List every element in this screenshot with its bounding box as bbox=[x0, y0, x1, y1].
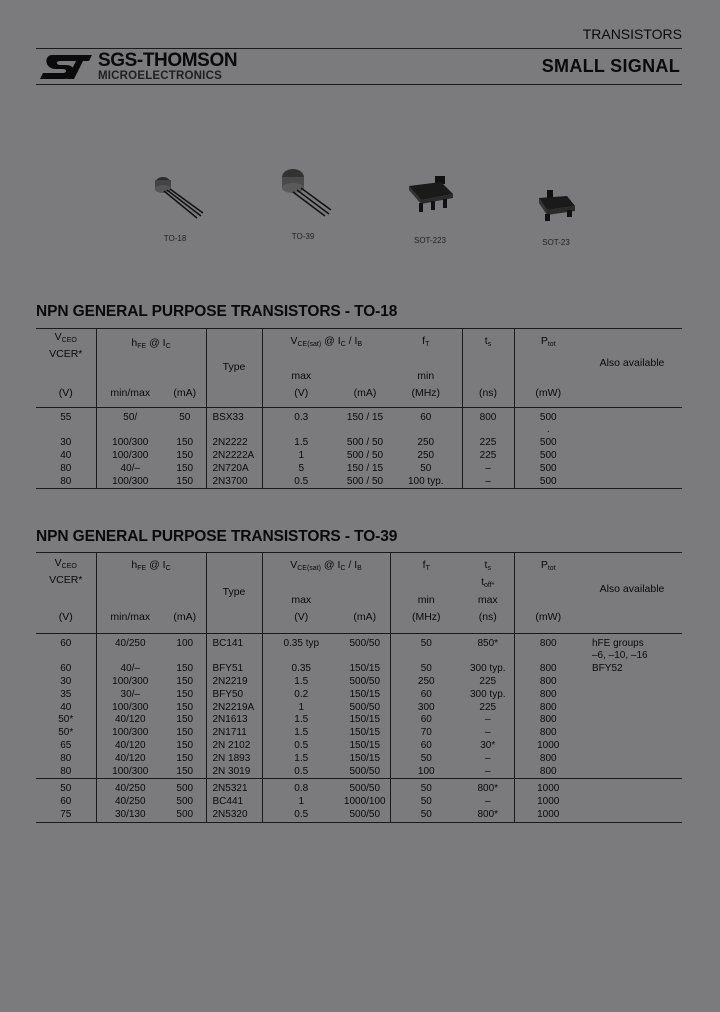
cell-also-available bbox=[582, 689, 682, 702]
table-row bbox=[36, 809, 682, 822]
cell-vceo: 80 bbox=[60, 752, 72, 764]
cell-ts: 300 typ. bbox=[469, 663, 506, 675]
cell-ft: 60 bbox=[420, 411, 432, 423]
cell-ft: 70 bbox=[390, 727, 462, 740]
cell-also-available bbox=[582, 407, 682, 424]
cell-hfe: 100/300 bbox=[96, 766, 164, 779]
cell-ts: – bbox=[484, 796, 491, 808]
unit-v2: (V) bbox=[294, 610, 309, 623]
cell-ic-ib: 500 / 50 bbox=[346, 449, 384, 461]
cell-vcesat: 0.3 bbox=[294, 411, 309, 423]
cell-vceo: 50* bbox=[58, 714, 74, 726]
cell-ft bbox=[390, 424, 462, 437]
cell-ic-ib: 150/15 bbox=[349, 688, 381, 700]
cell-ptot: 500 bbox=[514, 450, 582, 463]
unit-ma: (mA) bbox=[173, 386, 197, 399]
header-ts-toff: $t_s$ $t_{off*}$ bbox=[481, 559, 495, 589]
cell-ft: 60 bbox=[390, 714, 462, 727]
table-row bbox=[36, 753, 682, 766]
header-type: Type bbox=[206, 553, 262, 634]
cell-vceo bbox=[36, 424, 96, 437]
cell-also-available bbox=[582, 450, 682, 463]
table-row bbox=[36, 766, 682, 779]
cell-ptot: 800 bbox=[514, 727, 582, 740]
cell-vcesat: 0.5 bbox=[294, 739, 309, 751]
table-row bbox=[36, 407, 682, 424]
cell-vcesat: 0.35 bbox=[291, 663, 311, 675]
header-vcesat-max: max bbox=[291, 369, 312, 382]
cell-hfe: 40/250 bbox=[96, 779, 164, 796]
cell-also-available bbox=[582, 702, 682, 715]
cell-vceo: 60 bbox=[60, 796, 72, 808]
table-row bbox=[36, 437, 682, 450]
cell-also-available bbox=[582, 727, 682, 740]
table-row bbox=[36, 740, 682, 753]
cell-ic: 150 bbox=[176, 752, 194, 764]
cell-ic: 150 bbox=[176, 701, 194, 713]
header-also-available: Also available bbox=[599, 583, 665, 596]
cell-vcesat: 0.35 typ bbox=[283, 637, 320, 649]
also-available-line: hFE groups bbox=[592, 637, 644, 649]
cell-vceo: 50 bbox=[60, 783, 72, 795]
unit-mw: (mW) bbox=[514, 383, 582, 408]
table-row bbox=[36, 463, 682, 476]
cell-vceo: 30 bbox=[60, 437, 72, 449]
brand-subtitle: MICROELECTRONICS bbox=[98, 70, 222, 82]
cell-ts: – bbox=[484, 727, 491, 739]
cell-ts: 800* bbox=[477, 808, 499, 820]
cell-also-available bbox=[582, 740, 682, 753]
also-available-line: –6, –10, –16 bbox=[592, 650, 648, 662]
package-sot223 bbox=[398, 172, 462, 245]
table-row bbox=[36, 689, 682, 702]
cell-hfe: 100/300 bbox=[96, 702, 164, 715]
cell-type: 2N2222A bbox=[206, 450, 262, 463]
cell-vcesat: 1.5 bbox=[294, 437, 309, 449]
cell-vceo: 65 bbox=[60, 739, 72, 751]
cell-ic: 150 bbox=[176, 663, 194, 675]
cell-ic: 150 bbox=[176, 765, 194, 777]
cell-vceo: 55 bbox=[60, 411, 72, 423]
cell-ic-ib: 500 / 50 bbox=[346, 475, 384, 487]
cell-vceo: 60 bbox=[60, 637, 72, 649]
table-row bbox=[36, 702, 682, 715]
cell-vceo: 80 bbox=[60, 765, 72, 777]
cell-ft: 50 bbox=[390, 779, 462, 796]
table-row bbox=[36, 676, 682, 689]
cell-hfe bbox=[96, 424, 164, 437]
header-vcesat: $V_{CE(sat)}$ @ $I_C / I_B$ bbox=[290, 559, 362, 572]
cell-also-available: BFY52 bbox=[592, 663, 623, 675]
cell-vceo: 50* bbox=[58, 727, 74, 739]
cell-ic: 150 bbox=[176, 739, 194, 751]
cell-type: 2N5321 bbox=[206, 779, 262, 796]
cell-hfe: 30/– bbox=[96, 689, 164, 702]
unit-v2: (V) bbox=[294, 386, 309, 399]
cell-type: 2N2219 bbox=[206, 676, 262, 689]
cell-hfe: 40/– bbox=[96, 463, 164, 476]
cell-hfe: 100/300 bbox=[96, 676, 164, 689]
cell-vceo: 60 bbox=[60, 663, 72, 675]
cell-ptot: 800 bbox=[514, 753, 582, 766]
unit-mhz: (MHz) bbox=[411, 386, 441, 399]
cell-ptot: 800 bbox=[514, 702, 582, 715]
unit-minmax: min/max bbox=[96, 383, 164, 408]
cell-ic: 50 bbox=[179, 411, 191, 423]
package-label: TO-39 bbox=[291, 232, 315, 241]
cell-ic-ib: 500/50 bbox=[349, 783, 381, 795]
cell-ic: 150 bbox=[176, 727, 194, 739]
package-to18 bbox=[140, 166, 210, 243]
cell-ptot: . bbox=[514, 424, 582, 437]
table-row bbox=[36, 779, 682, 796]
cell-ft: 50 bbox=[390, 753, 462, 766]
cell-vceo: 40 bbox=[60, 701, 72, 713]
cell-type bbox=[206, 424, 262, 437]
header-ft: $f_T$ bbox=[390, 553, 462, 593]
cell-ic-ib: 500/50 bbox=[349, 675, 381, 687]
table-row bbox=[36, 663, 682, 676]
cell-ft: 250 bbox=[417, 449, 435, 461]
cell-type: 2N 1893 bbox=[206, 753, 262, 766]
header-ft-min: min bbox=[417, 369, 435, 382]
package-sot23 bbox=[528, 188, 584, 247]
cell-ft: 100 typ. bbox=[407, 475, 444, 487]
cell-hfe: 100/300 bbox=[96, 450, 164, 463]
cell-vceo: 40 bbox=[60, 449, 72, 461]
cell-type: BSX33 bbox=[206, 407, 262, 424]
cell-also-available bbox=[582, 463, 682, 476]
cell-also-available bbox=[582, 779, 682, 796]
cell-also-available bbox=[582, 714, 682, 727]
cell-ts: – bbox=[462, 463, 514, 476]
to18-table bbox=[36, 328, 682, 489]
cell-type: BC441 bbox=[206, 796, 262, 809]
header-vcesat: $V_{CE(sat)}$ @ $I_C / I_B$ bbox=[290, 335, 363, 348]
cell-ic: 150 bbox=[176, 437, 194, 449]
cell-hfe: 100/300 bbox=[96, 476, 164, 489]
cell-ptot: 800 bbox=[514, 663, 582, 676]
package-label: SOT-223 bbox=[413, 236, 446, 245]
cell-vcesat bbox=[262, 424, 340, 437]
cell-ptot: 800 bbox=[514, 714, 582, 727]
section-title-to18: NPN GENERAL PURPOSE TRANSISTORS - TO-18 bbox=[36, 303, 398, 320]
cell-hfe: 40/120 bbox=[96, 740, 164, 753]
cell-ic: 150 bbox=[176, 675, 194, 687]
package-label: SOT-23 bbox=[542, 238, 570, 247]
header-rule-bottom bbox=[36, 84, 682, 85]
cell-ic-ib: 150/15 bbox=[349, 663, 381, 675]
cell-ft: 50 bbox=[390, 663, 462, 676]
cell-ic-ib: 500/50 bbox=[349, 701, 381, 713]
section-title-to39: NPN GENERAL PURPOSE TRANSISTORS - TO-39 bbox=[36, 528, 398, 545]
unit-mhz: (MHz) bbox=[390, 607, 462, 634]
header-ptot: $P_{tot}$ bbox=[514, 329, 582, 361]
cell-ft: 50 bbox=[390, 809, 462, 822]
cell-vcesat: 1 bbox=[298, 796, 305, 808]
cell-ft: 250 bbox=[417, 437, 435, 449]
header-vceo: $V_{CEO}$ VCER* bbox=[49, 331, 83, 360]
cell-hfe: 40/250 bbox=[96, 633, 164, 663]
cell-ft: 250 bbox=[390, 676, 462, 689]
unit-ma2: (mA) bbox=[353, 610, 377, 623]
cell-ic-ib: 150 / 15 bbox=[346, 411, 384, 423]
unit-mw: (mW) bbox=[514, 607, 582, 634]
cell-ts: 800 bbox=[462, 407, 514, 424]
unit-ma2: (mA) bbox=[353, 386, 377, 399]
cell-also-available bbox=[582, 476, 682, 489]
cell-hfe: 40/– bbox=[96, 663, 164, 676]
cell-ic-ib: 500 / 50 bbox=[346, 437, 384, 449]
cell-type: 2N5320 bbox=[206, 809, 262, 822]
header-type: Type bbox=[206, 329, 262, 408]
cell-ts: 30* bbox=[480, 739, 496, 751]
cell-ic: 500 bbox=[176, 796, 194, 808]
cell-ft: 50 bbox=[420, 462, 432, 474]
cell-type: 2N720A bbox=[206, 463, 262, 476]
cell-ic-ib: 500/50 bbox=[349, 808, 381, 820]
sot23-package-icon bbox=[531, 188, 581, 224]
cell-ptot: 1000 bbox=[514, 809, 582, 822]
cell-ic-ib: 500/50 bbox=[349, 765, 381, 777]
table-row bbox=[36, 796, 682, 809]
cell-ts: 800* bbox=[477, 783, 499, 795]
cell-vcesat: 0.5 bbox=[294, 808, 309, 820]
cell-ptot: 1000 bbox=[514, 796, 582, 809]
header-hfe: $h_{FE}$ @ $I_C$ bbox=[96, 553, 206, 593]
cell-type: BFY50 bbox=[206, 689, 262, 702]
header-rule bbox=[36, 48, 682, 49]
cell-hfe: 40/120 bbox=[96, 753, 164, 766]
st-logo-icon bbox=[38, 52, 94, 82]
cell-hfe: 50/ bbox=[96, 407, 164, 424]
cell-ft: 50 bbox=[390, 796, 462, 809]
cell-ic: 100 bbox=[176, 637, 194, 649]
cell-ptot: 500 bbox=[514, 476, 582, 489]
cell-also-available bbox=[582, 676, 682, 689]
cell-ts: – bbox=[484, 765, 491, 777]
cell-vcesat: 1 bbox=[298, 449, 305, 461]
cell-also-available bbox=[582, 796, 682, 809]
to18-package-icon bbox=[145, 166, 205, 224]
cell-vcesat: 1.5 bbox=[294, 675, 309, 687]
cell-ts: – bbox=[484, 714, 491, 726]
header-ft: $f_T$ bbox=[422, 335, 430, 348]
table-row bbox=[36, 424, 682, 437]
cell-vcesat: 0.5 bbox=[294, 475, 309, 487]
cell-ic-ib: 500/50 bbox=[349, 637, 381, 649]
cell-vcesat: 1.5 bbox=[294, 752, 309, 764]
cell-ptot: 800 bbox=[514, 766, 582, 779]
cell-ic-ib: 1000/100 bbox=[343, 796, 386, 808]
cell-ts: – bbox=[462, 476, 514, 489]
cell-vcesat: 0.5 bbox=[294, 765, 309, 777]
sot223-package-icon bbox=[401, 172, 459, 216]
to39-package-icon bbox=[273, 164, 333, 222]
cell-ic-ib: 150 / 15 bbox=[346, 462, 384, 474]
cell-ft: 300 bbox=[390, 702, 462, 715]
cell-ic bbox=[164, 424, 206, 437]
cell-ts bbox=[462, 424, 514, 437]
cell-hfe: 100/300 bbox=[96, 727, 164, 740]
cell-also-available bbox=[582, 424, 682, 437]
cell-vcesat: 0.8 bbox=[294, 783, 309, 795]
header-ptot: $P_{tot}$ bbox=[514, 553, 582, 593]
header-also-available: Also available bbox=[599, 356, 665, 369]
cell-also-available bbox=[582, 437, 682, 450]
category-label: TRANSISTORS bbox=[582, 26, 682, 42]
cell-ptot: 1000 bbox=[514, 779, 582, 796]
header-hfe: $h_{FE}$ @ $I_C$ bbox=[96, 329, 206, 361]
cell-ic: 150 bbox=[176, 462, 194, 474]
cell-ft: 50 bbox=[390, 633, 462, 663]
cell-ic-ib: 150/15 bbox=[349, 714, 381, 726]
cell-ptot: 800 bbox=[514, 633, 582, 663]
header-vceo: $V_{CEO}$ VCER* bbox=[49, 557, 83, 586]
cell-hfe: 30/130 bbox=[96, 809, 164, 822]
table-row bbox=[36, 727, 682, 740]
cell-type: BC141 bbox=[206, 633, 262, 663]
header-ts-max: max bbox=[477, 593, 498, 606]
cell-type: 2N1613 bbox=[206, 714, 262, 727]
unit-v: (V) bbox=[58, 610, 73, 623]
unit-ns: (ns) bbox=[462, 383, 514, 408]
cell-type: 2N3700 bbox=[206, 476, 262, 489]
cell-ic-ib bbox=[340, 424, 390, 437]
unit-minmax: min/max bbox=[96, 607, 164, 634]
cell-ts: 225 bbox=[462, 450, 514, 463]
cell-vceo: 75 bbox=[60, 808, 72, 820]
cell-type: 2N 2102 bbox=[206, 740, 262, 753]
cell-ft: 60 bbox=[390, 740, 462, 753]
package-to39 bbox=[268, 164, 338, 241]
cell-ic: 150 bbox=[176, 449, 194, 461]
cell-ts: 225 bbox=[479, 675, 497, 687]
cell-ic-ib: 150/15 bbox=[349, 739, 381, 751]
unit-ma: (mA) bbox=[173, 610, 197, 623]
header-ts: $t_s$ bbox=[462, 329, 514, 361]
cell-ts: 300 typ. bbox=[469, 688, 506, 700]
cell-type: BFY51 bbox=[206, 663, 262, 676]
table-row bbox=[36, 450, 682, 463]
cell-ptot: 800 bbox=[514, 689, 582, 702]
cell-ptot: 1000 bbox=[514, 740, 582, 753]
cell-ft: 60 bbox=[390, 689, 462, 702]
cell-vcesat: 5 bbox=[298, 462, 305, 474]
cell-ic: 150 bbox=[176, 714, 194, 726]
cell-ts: 850* bbox=[477, 637, 499, 649]
cell-hfe: 100/300 bbox=[96, 437, 164, 450]
header-ft-min: min bbox=[390, 593, 462, 607]
cell-type: 2N1711 bbox=[206, 727, 262, 740]
cell-vcesat: 1 bbox=[298, 701, 305, 713]
brand-name: SGS-THOMSON bbox=[98, 50, 238, 71]
cell-vceo: 80 bbox=[60, 462, 72, 474]
cell-also-available bbox=[582, 753, 682, 766]
cell-ic-ib: 150/15 bbox=[349, 727, 381, 739]
cell-vcesat: 1.5 bbox=[294, 714, 309, 726]
table-row bbox=[36, 714, 682, 727]
table-row bbox=[36, 476, 682, 489]
cell-vceo: 30 bbox=[60, 675, 72, 687]
cell-vceo: 35 bbox=[60, 688, 72, 700]
cell-hfe: 40/250 bbox=[96, 796, 164, 809]
cell-ft: 100 bbox=[390, 766, 462, 779]
cell-also-available bbox=[582, 766, 682, 779]
cell-ptot: 500 bbox=[514, 437, 582, 450]
header-vcesat-max: max bbox=[291, 593, 312, 606]
unit-ns: (ns) bbox=[478, 610, 497, 623]
cell-ptot: 500 bbox=[514, 407, 582, 424]
table-row bbox=[36, 633, 682, 663]
cell-ic: 500 bbox=[176, 783, 194, 795]
package-label: TO-18 bbox=[163, 234, 187, 243]
to39-table bbox=[36, 552, 682, 823]
unit-v: (V) bbox=[58, 386, 73, 399]
cell-vcesat: 1.5 bbox=[294, 727, 309, 739]
cell-vcesat: 0.2 bbox=[294, 688, 309, 700]
cell-ts: 225 bbox=[462, 437, 514, 450]
cell-ptot: 800 bbox=[514, 676, 582, 689]
cell-type: 2N2219A bbox=[206, 702, 262, 715]
cell-also-available bbox=[582, 809, 682, 822]
cell-ic: 150 bbox=[176, 475, 194, 487]
cell-ic: 500 bbox=[176, 808, 194, 820]
cell-ptot: 500 bbox=[514, 463, 582, 476]
cell-vceo: 80 bbox=[60, 475, 72, 487]
cell-type: 2N 3019 bbox=[206, 766, 262, 779]
cell-ts: 225 bbox=[479, 701, 497, 713]
cell-hfe: 40/120 bbox=[96, 714, 164, 727]
cell-ic-ib: 150/15 bbox=[349, 752, 381, 764]
page-title: SMALL SIGNAL bbox=[541, 56, 680, 76]
cell-ts: – bbox=[484, 752, 491, 764]
cell-also-available bbox=[582, 633, 682, 663]
cell-type: 2N2222 bbox=[206, 437, 262, 450]
cell-ic: 150 bbox=[176, 688, 194, 700]
